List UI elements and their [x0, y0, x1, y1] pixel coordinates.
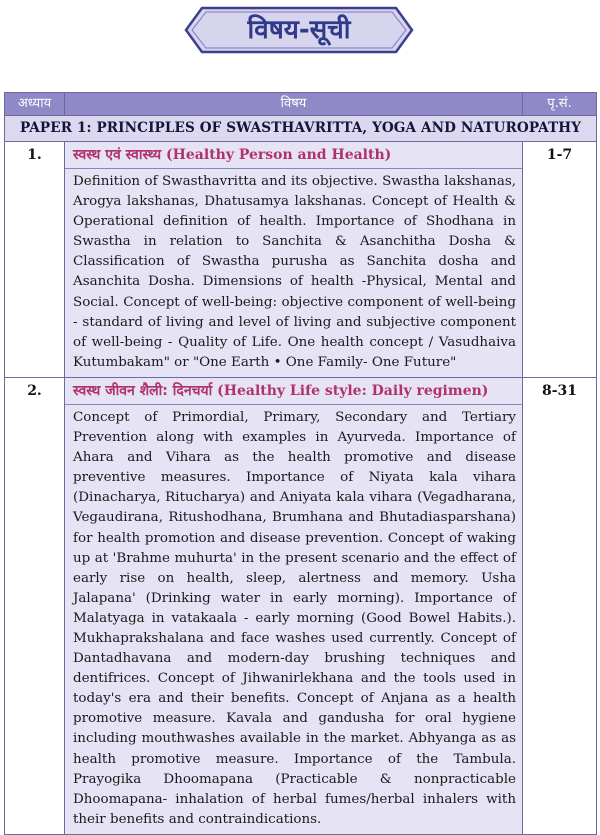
contents-table: [4, 92, 597, 835]
page-title: विषय-सूची: [247, 15, 351, 45]
table-row: [5, 377, 597, 834]
chapter-pages: 8-31: [523, 377, 597, 834]
chapter-title: [65, 378, 522, 405]
chapter-title: [65, 142, 522, 169]
paper-row: [5, 116, 597, 142]
table-row: [5, 142, 597, 378]
table-header-row: [5, 93, 597, 116]
chapter-title-hindi: स्वस्थ एवं स्वास्थ्य: [73, 147, 162, 163]
chapter-body: [65, 142, 523, 378]
chapter-title-english: (Healthy Life style: Daily regimen): [217, 382, 489, 399]
chapter-body: [65, 377, 523, 834]
chapter-description: Concept of Primordial, Primary, Secondary and Tertiary Prevention along with examples in Ayurveda. Importance of Ahara and Vihara as the health promotive and disease preventive measures. Importance of Niyata kala vihara (Dinacharya, Ritucharya) and Aniyata kala vihara (Vegadharana, Vegaudirana, Ritushodhana, Brumhana and Bhutadiasparshana) for health promotion and disease prevention. Concept of waking up at 'Brahme muhurta' in the present scenario and the effect of early rise on health, sleep, alertness and memory. Usha Jalapana' (Drinking water in early morning). Importance of Malatyaga in vatakaala - early morning (Good Bowel Habits.). Mukhaprakshalana and face washes used currently. Concept of Dantadhavana and modern-day brushing techniques and dentifrices. Concept of Jihwanirlekhana and the tools used in today's era and their benefits. Concept of Anjana as a health promotive measure. Kavala and gandusha for oral hygiene including mouthwashes available in the market. Abhyanga as as health promotive measure. Importance of the Tambula. Prayogika Dhoomapana (Practicable & nonpracticable Dhoomapana- inhalation of herbal fumes/herbal inhalers with their benefits and contraindications.: [73, 409, 516, 827]
header-page: पृ.सं.: [523, 93, 597, 116]
header-subject: विषय: [65, 93, 523, 116]
paper-title: PAPER 1: PRINCIPLES OF SWASTHAVRITTA, YOGA AND NATUROPATHY: [5, 116, 597, 142]
chapter-description: Definition of Swasthavritta and its objective. Swastha lakshanas, Arogya lakshanas, Dhatusamya lakshanas. Concept of Health & Operational definition of health. Importance of Shodhana in Swastha in relation to Sanchita & Asanchitha Dosha & Classification of Swastha purusha as Sanchita dosha and Asanchita Dosha. Dimensions of health -Physical, Mental and Social. Concept of well-being: objective component of well-being - standard of living and level of living and subjective component of well-being - Quality of Life. One health concept / Vasudhaiva Kutumbakam" or "One Earth • One Family- One Future": [73, 174, 516, 370]
chapter-number: 1.: [5, 142, 65, 378]
chapter-title-english: (Healthy Person and Health): [166, 147, 392, 163]
title-banner: [184, 6, 414, 54]
chapter-pages: 1-7: [523, 142, 597, 378]
chapter-title-hindi: स्वस्थ जीवन शैली: दिनचर्या: [73, 382, 213, 399]
chapter-number: 2.: [5, 377, 65, 834]
header-chapter: अध्याय: [5, 93, 65, 116]
